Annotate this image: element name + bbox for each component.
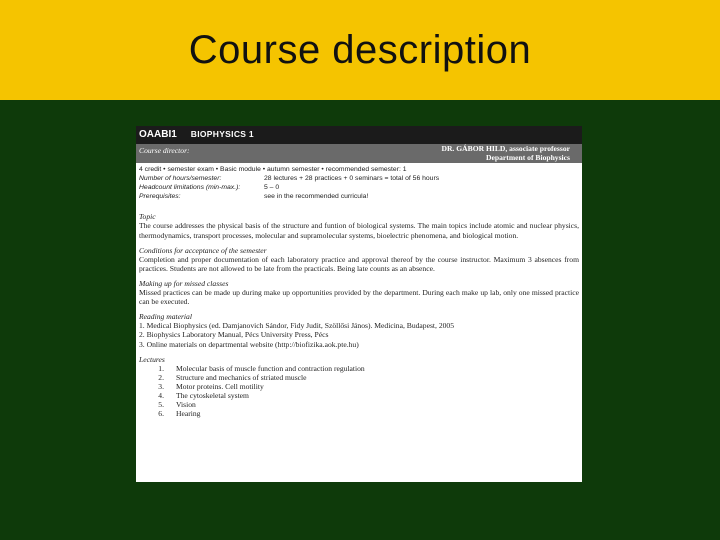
headcount-value: 5 – 0 [264, 184, 280, 192]
prereq-value: see in the recommended curricula! [264, 193, 369, 201]
conditions-text: Completion and proper documentation of each laboratory practice and approval thereof by the course instructor. Maximum 3 absences from practices. Students are not allowed to be late from the practicals. Being late counts as an absence. [139, 254, 579, 273]
director-department: Department of Biophysics [486, 152, 570, 162]
lecture-title: The cytoskeletal system [176, 390, 249, 400]
director-bar [136, 144, 582, 163]
lecture-list [139, 364, 579, 419]
course-header [136, 126, 582, 144]
hours-row [139, 174, 579, 183]
director-name: DR. GÁBOR HILD, associate professor [441, 144, 570, 153]
topic-section [136, 212, 582, 418]
director-label: Course director: [139, 146, 190, 155]
lecture-title: Motor proteins. Cell motility [176, 381, 264, 391]
lecture-item [139, 373, 579, 382]
lecture-title: Vision [176, 400, 196, 410]
slide-title-bar [0, 0, 720, 100]
conditions-heading: Conditions for acceptance of the semester [139, 245, 267, 255]
reading-item: 1. Medical Biophysics (ed. Damjanovich Sándor, Fidy Judit, Szöllősi János). Medicina, Budapest, 2005 [139, 321, 455, 331]
lecture-item [139, 382, 579, 391]
lecture-number: 1. [158, 363, 164, 373]
lecture-number: 4. [158, 390, 164, 400]
lecture-item [139, 409, 579, 418]
topic-text: The course addresses the physical basis of the structure and funtion of biological systems. The main topics include atomic and nuclear physics, thermodynamics, transport processes, molecular and supramolecular systems, bioelectric phenomena, and biological motion. [139, 221, 579, 240]
lecture-item [139, 391, 579, 400]
headcount-row [139, 183, 579, 192]
lecture-title: Structure and mechanics of striated muscle [176, 372, 307, 382]
hours-value: 28 lectures + 28 practices + 0 seminars = total of 56 hours [264, 175, 440, 183]
slide-title: Course description [188, 27, 532, 72]
makeup-heading: Making up for missed classes [139, 278, 229, 288]
lecture-item [139, 400, 579, 409]
course-summary: 4 credit • semester exam • Basic module • autumn semester • recommended semester: 1 [139, 166, 407, 173]
reading-item: 2. Biophysics Laboratory Manual, Pécs University Press, Pécs [139, 330, 329, 340]
lecture-number: 2. [158, 372, 164, 382]
lecture-number: 6. [158, 409, 164, 419]
lectures-heading: Lectures [139, 354, 165, 364]
lecture-title: Molecular basis of muscle function and contraction regulation [176, 363, 365, 373]
topic-heading: Topic [139, 212, 156, 222]
makeup-text: Missed practices can be made up during make up opportunities provided by the department. During each make up lab, only one missed practice can be executed. [139, 288, 579, 307]
course-name: BIOPHYSICS 1 [190, 129, 254, 140]
prereq-label: Prerequisites: [139, 193, 181, 201]
headcount-label: Headcount limitations (min-max.): [139, 184, 241, 192]
course-info [136, 163, 582, 201]
director-block [441, 145, 570, 162]
reading-heading: Reading material [139, 312, 192, 322]
lecture-item [139, 364, 579, 373]
course-code: OAABI1 [139, 129, 177, 141]
prereq-row [139, 192, 579, 201]
course-document-image [136, 126, 582, 482]
reading-item: 3. Online materials on departmental website (http://biofizika.aok.pte.hu) [139, 339, 359, 349]
lecture-number: 5. [158, 400, 164, 410]
lecture-number: 3. [158, 381, 164, 391]
hours-label: Number of hours/semester: [139, 175, 222, 183]
lecture-title: Hearing [176, 409, 201, 419]
